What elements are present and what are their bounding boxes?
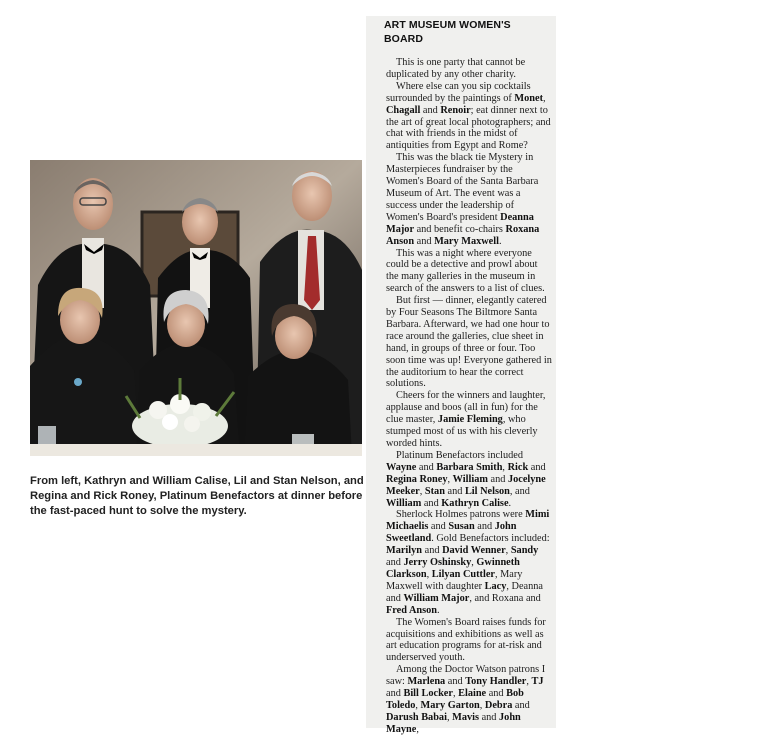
text-run: and	[479, 711, 500, 723]
article-paragraph	[386, 152, 552, 247]
bold-name: Bill Locker	[403, 688, 453, 700]
bold-name: Roxana Anson	[386, 223, 540, 247]
bold-name: Mavis	[452, 711, 479, 723]
bold-name: Bob Toledo	[386, 688, 524, 711]
bold-name: Lilyan Cuttler	[431, 568, 495, 580]
bold-name: Gwinneth Clarkson	[386, 557, 520, 580]
text-run: Where else can you sip cocktails surrounded by the paintings of	[386, 80, 531, 104]
bold-name: Mary Maxwell	[434, 235, 499, 247]
bold-name: William	[386, 497, 422, 509]
text-run: , and	[509, 485, 530, 497]
bold-name: William Major	[403, 592, 470, 604]
article-paragraph	[386, 450, 552, 510]
bold-name: Lil Nelson	[464, 485, 510, 497]
article-paragraph	[386, 617, 552, 665]
bold-name: Lacy	[484, 580, 507, 592]
text-run: ,	[447, 473, 453, 485]
bold-name: Darush Babai	[386, 711, 447, 723]
text-run: , who stumped most of us with his cleverly worded hints.	[386, 414, 538, 449]
bold-name: Barbara Smith	[436, 461, 503, 473]
photo-illustration	[30, 160, 362, 456]
text-run: ,	[416, 723, 419, 735]
photo-caption: From left, Kathryn and William Calise, Lil and Stan Nelson, and Regina and Rick Roney, Platinum Benefactors at dinner before the fast-paced hunt to solve the mystery.	[30, 475, 364, 517]
bold-name: Jerry Oshinsky	[403, 557, 472, 569]
text-run: , Deanna and	[386, 580, 543, 604]
article-paragraph	[386, 295, 552, 390]
bold-name: Regina Roney	[386, 473, 448, 485]
text-run: Platinum Benefactors included	[396, 449, 523, 461]
text-run: ,	[471, 557, 477, 569]
bold-name: Marlena	[407, 676, 446, 688]
text-run: ,	[526, 676, 532, 688]
text-run: and	[386, 688, 404, 700]
text-run: ; eat dinner next to the art of great local photographers; and chat with friends in the midst of antiquities from Egypt and Rome?	[386, 104, 551, 152]
article-body	[386, 18, 552, 736]
bold-name: Fred Anson	[386, 604, 438, 616]
bold-name: John Sweetland	[386, 521, 517, 545]
text-run: But first — dinner, elegantly catered by Four Seasons The Biltmore Santa Barbara. Afterward, we had one hour to race around the galleries, clue sheet in hand, in groups of three or four. Too soon time was up! Everyone gathered in the auditorium to hear the correct solutions.	[386, 295, 552, 390]
text-run: and	[512, 699, 530, 711]
text-run: Among the Doctor Watson patrons I saw:	[386, 664, 546, 688]
article-paragraph	[386, 57, 552, 81]
bold-name: Kathryn Calise	[441, 497, 509, 509]
bold-name: Mary Garton	[420, 699, 480, 711]
text-run: and	[421, 497, 442, 509]
bold-name: Marilyn	[386, 545, 423, 557]
text-run: , Mary Maxwell with daughter	[386, 568, 523, 592]
text-run: The Women's Board raises funds for acquisitions and exhibitions as well as art education programs for at-risk and underserved youth.	[386, 616, 546, 664]
text-run: ,	[543, 92, 546, 104]
text-run: and	[474, 521, 495, 533]
bold-name: Rick	[507, 461, 529, 473]
text-run: .	[437, 604, 440, 616]
bold-name: Mimi Michaelis	[386, 509, 550, 533]
article-header: ART MUSEUM WOMEN'S BOARD	[384, 19, 511, 45]
article-paragraphs	[386, 57, 552, 736]
text-run: Sherlock Holmes patrons were	[396, 509, 526, 521]
bold-name: John Mayne	[386, 711, 521, 735]
text-run: and	[414, 235, 435, 247]
text-run: and	[416, 461, 437, 473]
text-run: and	[420, 104, 441, 116]
text-run: and	[528, 461, 546, 473]
bold-name: Elaine	[458, 688, 487, 700]
bold-name: TJ	[531, 676, 544, 688]
text-run: ,	[415, 699, 421, 711]
text-run: This was the black tie Mystery in Masterpieces fundraiser by the Women's Board of the Santa Barbara Museum of Art. The event was a success under the leadership of Women's Board's president	[386, 152, 539, 223]
text-run: and	[444, 485, 465, 497]
text-run: and	[422, 545, 443, 557]
article-paragraph	[386, 81, 552, 152]
event-photo	[30, 160, 362, 456]
text-run: . Gold Benefactors included:	[431, 533, 550, 545]
text-run: and	[428, 521, 449, 533]
text-run: ,	[452, 688, 459, 700]
article-paragraph	[386, 390, 552, 450]
text-run: and	[486, 688, 507, 700]
text-run: and	[445, 676, 466, 688]
text-run: ,	[419, 485, 425, 497]
bold-name: Jamie Fleming	[437, 414, 503, 426]
text-run: ,	[479, 699, 485, 711]
text-run: ,	[502, 461, 508, 473]
bold-name: Monet	[514, 92, 543, 104]
bold-name: David Wenner	[442, 545, 506, 557]
bold-name: Tony Handler	[465, 676, 527, 688]
bold-name: Debra	[484, 699, 513, 711]
bold-name: Renoir	[440, 104, 471, 116]
bold-name: Deanna Major	[386, 211, 534, 235]
text-run: and	[487, 473, 508, 485]
text-run: .	[498, 235, 502, 247]
text-run: This is one party that cannot be duplicated by any other charity.	[386, 57, 526, 80]
bold-name: Susan	[448, 521, 475, 533]
text-run: .	[508, 497, 512, 509]
bold-name: Wayne	[386, 461, 417, 473]
article-paragraph	[386, 509, 552, 616]
text-run: ,	[426, 568, 432, 580]
article-paragraph	[386, 664, 552, 735]
article-column	[366, 16, 556, 735]
bold-name: Jocelyne Meeker	[386, 473, 546, 497]
bold-name: Stan	[424, 485, 445, 497]
text-run: and	[386, 557, 404, 569]
text-run: This was a night where everyone could be a detective and prowl about the many galleries in the museum in search of the answers to a list of clues.	[386, 247, 545, 295]
text-run: and benefit co-chairs	[414, 223, 506, 235]
text-run: Cheers for the winners and laughter, applause and boos (all in fun) for the clue master,	[386, 390, 546, 426]
text-run: , and Roxana and	[469, 592, 541, 604]
bold-name: Chagall	[386, 104, 421, 116]
text-run: ,	[446, 711, 453, 723]
article-paragraph	[386, 248, 552, 296]
text-run: ,	[505, 545, 511, 557]
bold-name: Sandy	[510, 545, 539, 557]
bold-name: William	[452, 473, 488, 485]
